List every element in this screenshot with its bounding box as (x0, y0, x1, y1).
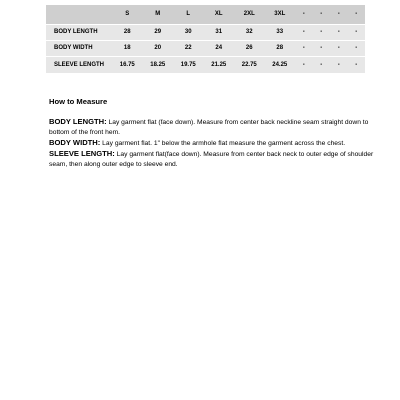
table-cell: 21.25 (211, 61, 227, 68)
how-to-measure-heading: How to Measure (49, 97, 108, 106)
row-label-sleeve-length: SLEEVE LENGTH (54, 61, 105, 68)
size-header-blank-4: - (355, 11, 358, 18)
size-header-blank-1: - (302, 11, 305, 18)
size-header-l: L (186, 11, 191, 18)
table-cell: - (320, 29, 323, 35)
header-label-cell (46, 5, 112, 24)
table-cell: 24.25 (272, 61, 288, 68)
table-cell: - (302, 45, 305, 51)
size-header-3xl: 3XL (274, 11, 286, 18)
table-cell: 29 (154, 29, 162, 35)
table-cell: - (337, 45, 340, 51)
body-width-term: BODY WIDTH: (49, 138, 101, 147)
body-length-text: Lay garment flat (face down). Measure from center back neckline seam straight down to bottom of the front hem. (49, 119, 369, 136)
size-header-s: S (125, 11, 130, 18)
table-cell: 26 (245, 45, 253, 51)
size-header-blank-3: - (337, 11, 340, 18)
table-cell: - (355, 45, 358, 51)
table-cell: 20 (154, 45, 162, 51)
table-cell: - (320, 45, 323, 51)
table-cell: - (337, 29, 340, 35)
size-header-m: M (155, 11, 161, 18)
body-length-term: BODY LENGTH: (49, 117, 107, 126)
sleeve-length-instruction (49, 149, 379, 170)
table-cell: 24 (215, 45, 223, 51)
table-cell: 32 (245, 29, 253, 35)
table-cell: 28 (276, 45, 284, 51)
table-cell: - (355, 61, 358, 68)
table-cell: 16.75 (119, 61, 135, 68)
body-length-instruction (49, 117, 379, 138)
size-header-2xl: 2XL (243, 11, 255, 18)
sleeve-length-term: SLEEVE LENGTH: (49, 149, 115, 158)
how-to-measure-instructions (49, 117, 379, 170)
table-cell: 18 (123, 45, 131, 51)
size-header-row (46, 5, 365, 24)
table-cell: 19.75 (180, 61, 196, 68)
table-cell: 33 (276, 29, 284, 35)
table-cell: - (337, 61, 340, 68)
row-label-body-width: BODY WIDTH (54, 45, 93, 51)
row-label-body-length: BODY LENGTH (54, 29, 98, 35)
sleeve-length-text: Lay garment flat(face down). Measure from center back neck to outer edge of shoulder seam, then along outer edge to sleeve end. (49, 151, 374, 168)
table-row-body-width (46, 40, 365, 56)
size-chart-table (46, 5, 365, 73)
table-row-body-length (46, 24, 365, 40)
table-cell: 30 (184, 29, 192, 35)
table-cell: 22 (184, 45, 192, 51)
table-cell: - (320, 61, 323, 68)
size-header-blank-2: - (320, 11, 323, 18)
table-cell: 18.25 (150, 61, 166, 68)
body-width-instruction (49, 138, 379, 149)
table-cell: 22.75 (241, 61, 257, 68)
table-cell: 31 (215, 29, 223, 35)
body-width-text: Lay garment flat. 1" below the armhole flat measure the garment across the chest. (100, 140, 346, 147)
table-row-sleeve-length (46, 56, 365, 73)
table-cell: - (302, 29, 305, 35)
table-cell: 28 (123, 29, 131, 35)
table-cell: - (355, 29, 358, 35)
size-header-xl: XL (214, 11, 223, 18)
table-cell: - (302, 61, 305, 68)
